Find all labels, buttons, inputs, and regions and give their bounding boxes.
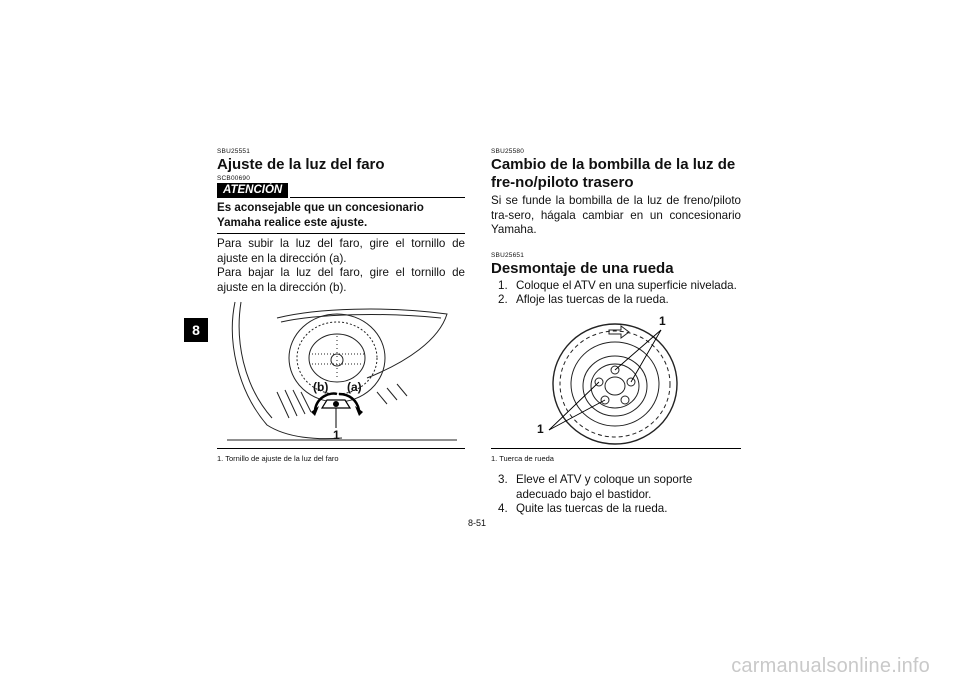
figure-caption: 1. Tornillo de ajuste de la luz del faro	[217, 453, 339, 463]
caution-rule	[290, 197, 465, 198]
direction-label-b: (b)	[313, 379, 329, 394]
callout-number-1-top: 1	[659, 313, 666, 328]
headlight-figure	[217, 300, 465, 446]
list-item: 2. Afloje las tuercas de la rueda.	[498, 293, 669, 307]
caution-header	[217, 183, 465, 198]
paragraph-raise-beam: Para subir la luz del faro, gire el tornillo de ajuste en la dirección (a).	[217, 237, 465, 265]
caution-text: Es aconsejable que un concesionario Yamaha realice este ajuste.	[217, 201, 424, 229]
left-column	[217, 140, 465, 463]
section-title-headlight-adjust: Ajuste de la luz del faro	[217, 156, 385, 173]
right-column	[491, 140, 741, 517]
steps-list-second	[491, 473, 741, 517]
wheel-figure	[491, 312, 741, 448]
page-number: 8-51	[468, 518, 487, 528]
chapter-tab: 8	[184, 318, 208, 342]
callout-number-1: 1	[333, 427, 340, 442]
caution-end-rule	[217, 233, 465, 234]
section-title-brake-light: Cambio de la bombilla de la luz de fre-no/piloto trasero	[491, 156, 736, 191]
figure-rule	[217, 448, 465, 449]
watermark: carmanualsonline.info	[731, 655, 930, 677]
wheel-illustration	[491, 312, 741, 448]
section-code: SBU25651	[491, 251, 525, 259]
caution-code: SCB00690	[217, 175, 251, 182]
paragraph-lower-beam: Para bajar la luz del faro, gire el tornillo de ajuste en la dirección (b).	[217, 266, 465, 294]
callout-number-1-bottom: 1	[537, 421, 544, 436]
steps-list-first	[491, 279, 741, 308]
section-code: SBU25551	[217, 148, 251, 155]
paragraph-brake-light: Si se funde la bombilla de la luz de freno/piloto tra-sero, hágala cambiar en un concesionario Yamaha.	[491, 194, 741, 237]
headlight-illustration	[217, 300, 465, 446]
section-code: SBU25580	[491, 148, 525, 155]
adjust-screw-icon	[322, 400, 350, 428]
list-item: 3. Eleve el ATV y coloque un soporte adecuado bajo el bastidor.	[498, 472, 693, 501]
figure-caption: 1. Tuerca de rueda	[491, 453, 554, 463]
list-item: 1. Coloque el ATV en una superficie nivelada.	[498, 278, 737, 292]
caution-label: ATENCIÓN	[217, 183, 288, 198]
direction-label-a: (a)	[347, 379, 362, 394]
figure-rule	[491, 448, 741, 449]
list-item: 4. Quite las tuercas de la rueda.	[498, 502, 668, 516]
section-title-wheel-removal: Desmontaje de una rueda	[491, 259, 674, 277]
